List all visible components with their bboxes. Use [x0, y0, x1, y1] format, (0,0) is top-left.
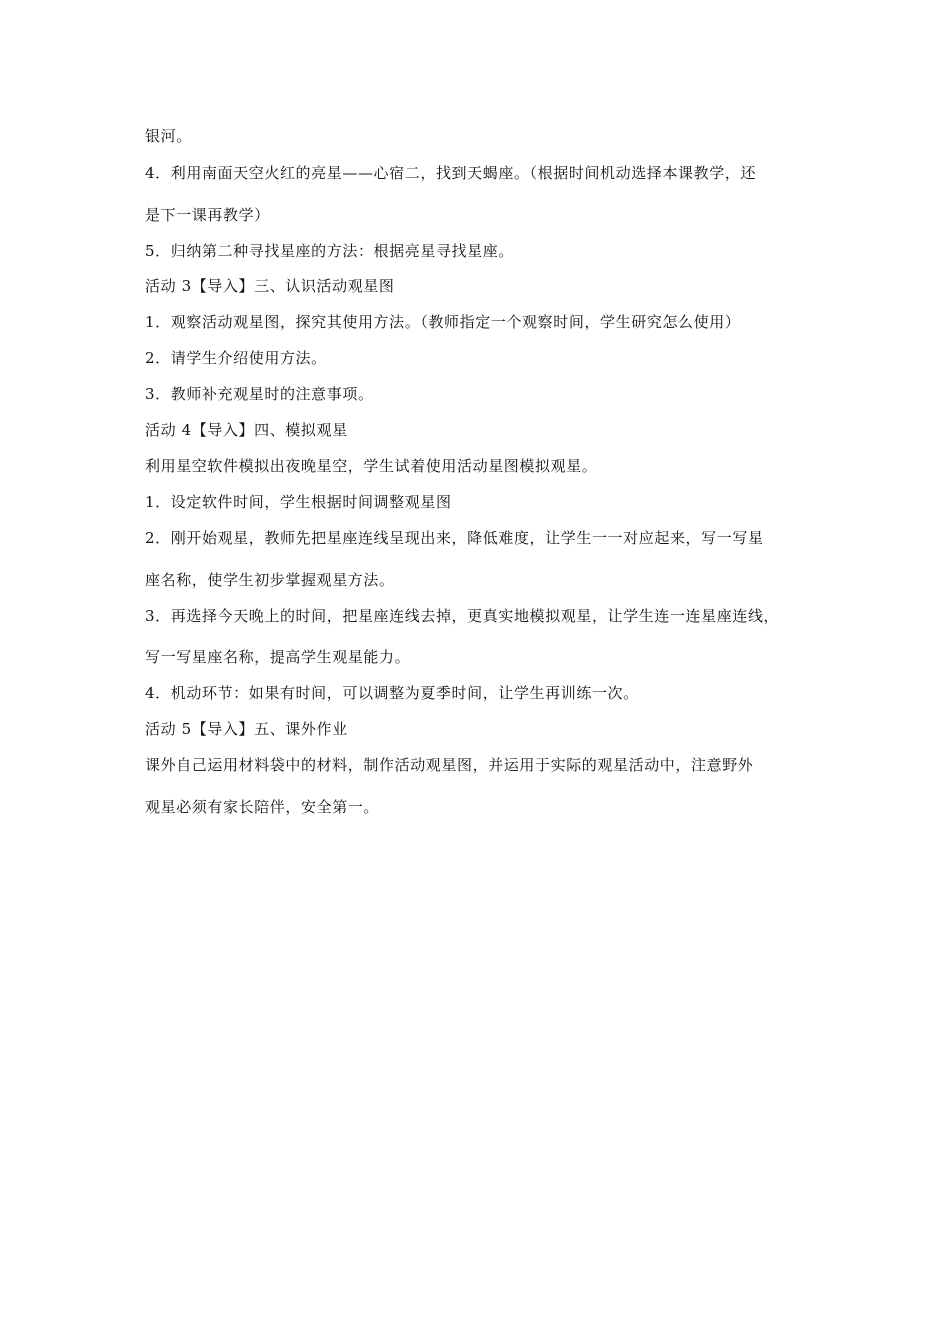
text-line: 5．归纳第二种寻找星座的方法：根据亮星寻找星座。: [145, 242, 514, 260]
text-line: 4．机动环节：如果有时间，可以调整为夏季时间，让学生再训练一次。: [145, 684, 639, 702]
text-line: 1．观察活动观星图，探究其使用方法。（教师指定一个观察时间，学生研究怎么使用）: [145, 313, 741, 331]
text-line: 写一写星座名称，提高学生观星能力。: [145, 648, 411, 666]
text-line: 是下一课再教学）: [145, 206, 270, 224]
text-line: 银河。: [145, 127, 192, 145]
text-line: 2．请学生介绍使用方法。: [145, 349, 327, 367]
text-line: 1．设定软件时间，学生根据时间调整观星图: [145, 493, 452, 511]
text-line: 3．再选择今天晚上的时间，把星座连线去掉，更真实地模拟观星，让学生连一连星座连线，: [145, 607, 780, 625]
text-line: 4．利用南面天空火红的亮星——心宿二，找到天蝎座。（根据时间机动选择本课教学，还: [145, 164, 757, 182]
text-line: 观星必须有家长陪伴，安全第一。: [145, 798, 380, 816]
text-line: 2．刚开始观星，教师先把星座连线呈现出来，降低难度，让学生一一对应起来，写一写星: [145, 529, 764, 547]
text-line: 3．教师补充观星时的注意事项。: [145, 385, 374, 403]
text-line: 利用星空软件模拟出夜晚星空，学生试着使用活动星图模拟观星。: [145, 457, 598, 475]
activity-heading: 活动 4【导入】四、模拟观星: [145, 421, 348, 439]
text-line: 课外自己运用材料袋中的材料，制作活动观星图，并运用于实际的观星活动中，注意野外: [145, 756, 754, 774]
activity-heading: 活动 5【导入】五、课外作业: [145, 720, 348, 738]
activity-heading: 活动 3【导入】三、认识活动观星图: [145, 277, 395, 295]
text-line: 座名称，使学生初步掌握观星方法。: [145, 571, 395, 589]
